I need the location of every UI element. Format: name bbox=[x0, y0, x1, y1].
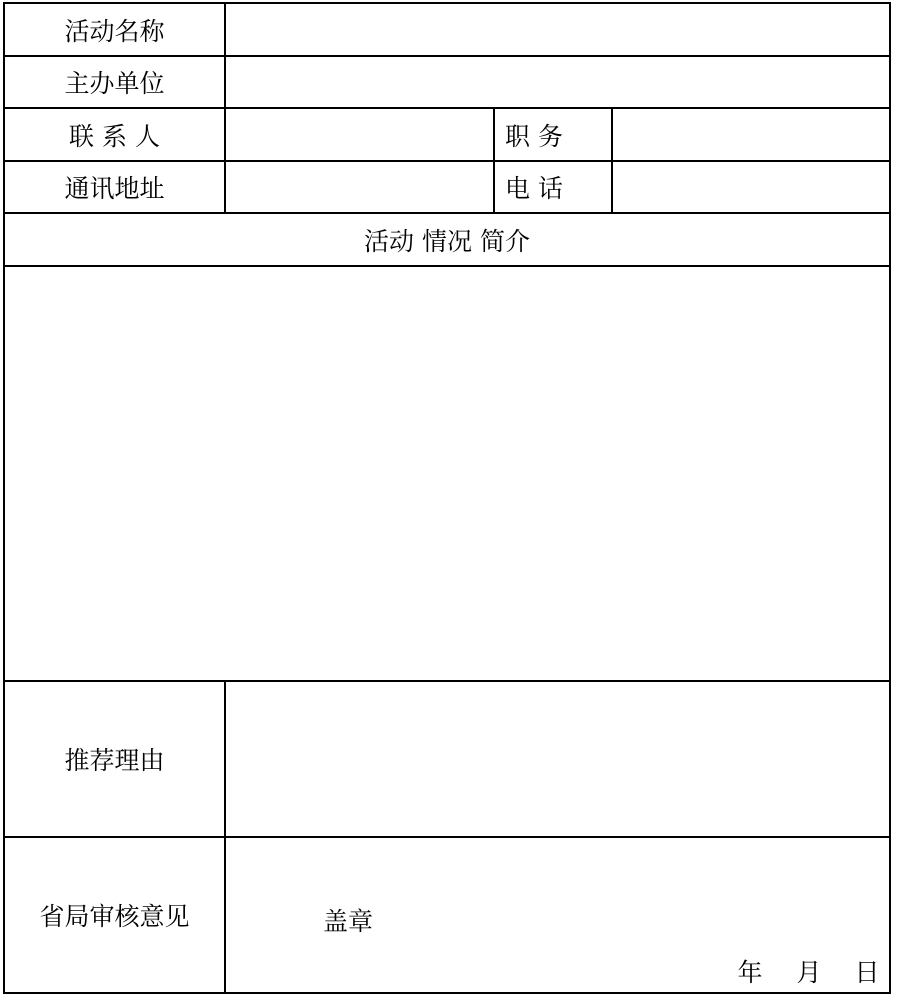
border-right bbox=[889, 2, 891, 994]
organizer-field[interactable] bbox=[226, 57, 889, 107]
activity-name-label: 活动名称 bbox=[64, 16, 165, 46]
column-divider bbox=[493, 107, 495, 214]
recommend-reason-label: 推荐理由 bbox=[64, 746, 165, 775]
address-field[interactable] bbox=[226, 162, 493, 212]
date-month: 月 bbox=[796, 958, 822, 987]
position-label: 职 务 bbox=[505, 121, 563, 151]
activity-intro-field[interactable] bbox=[5, 267, 889, 680]
date-year: 年 bbox=[737, 958, 763, 987]
activity-intro-heading: 活动 情况 简介 bbox=[364, 226, 530, 256]
contact-person-label: 联 系 人 bbox=[69, 121, 160, 151]
position-field[interactable] bbox=[613, 109, 889, 160]
address-label: 通讯地址 bbox=[64, 174, 165, 203]
seal-label: 盖章 bbox=[322, 907, 373, 936]
phone-field[interactable] bbox=[613, 162, 889, 212]
application-form bbox=[3, 2, 891, 994]
recommend-reason-field[interactable] bbox=[226, 682, 889, 836]
date-day: 日 bbox=[854, 958, 880, 987]
organizer-label: 主办单位 bbox=[64, 69, 165, 98]
contact-person-field[interactable] bbox=[226, 109, 493, 160]
activity-name-field[interactable] bbox=[226, 4, 889, 55]
provincial-review-label: 省局审核意见 bbox=[39, 902, 190, 931]
border-bottom bbox=[3, 992, 891, 994]
phone-label: 电 话 bbox=[505, 174, 563, 203]
